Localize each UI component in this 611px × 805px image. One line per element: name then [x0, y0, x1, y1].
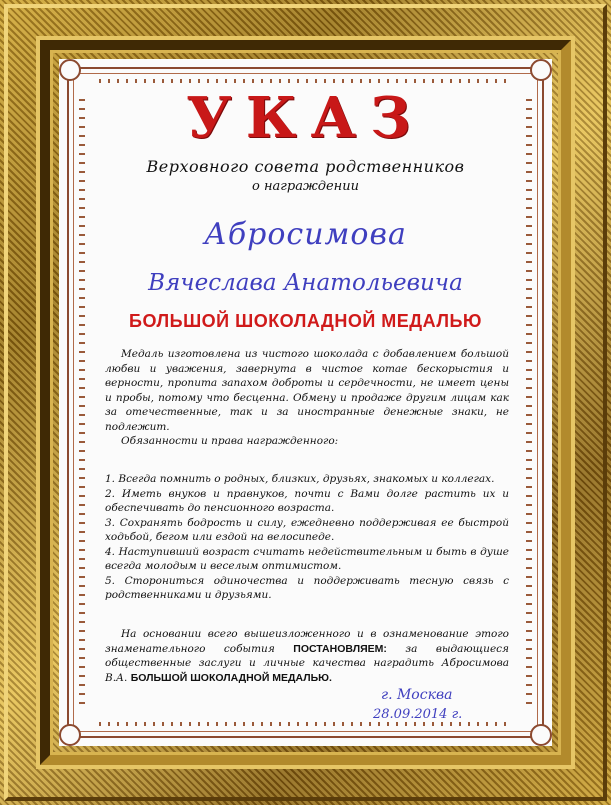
paragraph-medal-description: Медаль изготовлена из чистого шоколада с добавлением большой любви и уважения, завернута в чистое котае бескорыстия и верности, пропита запахом доброты и сердечности, не имеет цены и пробы, потому что бесценна. Обмену и продаже другим лицам как за отечественные, так и за иностранные денежные знаки, не подлежит.	[105, 348, 509, 433]
ornament-bottom	[99, 722, 512, 726]
corner-ornament-bottom-right	[530, 724, 552, 746]
corner-ornament-top-left	[59, 59, 81, 81]
decree-title: УКАЗ	[186, 85, 425, 151]
list-item: 1. Всегда помнить о родных, близких, друзьях, знакомых и коллегах.	[105, 473, 495, 485]
paragraph-duties-heading: Обязанности и права награжденного:	[121, 435, 339, 447]
resolution-text-start: На основании всего вышеизложенного и в ознаменование этого знаменательного события	[105, 628, 509, 655]
resolution-text-middle: за выдающиеся общественные заслуги и личные качества наградить Абросимова В.А.	[105, 642, 509, 684]
list-item: 2. Иметь внуков и правнуков, почти с Вами долге растить их и обеспечивать до пенсионного возраста.	[105, 487, 509, 514]
paragraph-resolution	[105, 627, 509, 685]
medal-name: БОЛЬШОЙ ШОКОЛАДНОЙ МЕДАЛЬЮ	[129, 311, 482, 331]
recipient-surname: Абросимова	[204, 217, 407, 252]
duties-list	[105, 472, 509, 603]
ornament-top	[99, 79, 512, 83]
list-item: 3. Сохранять бодрость и силу, ежедневно поддерживая ее быстрой ходьбой, бегом или ездой на велосипеде.	[105, 516, 509, 543]
resolution-decree-word: ПОСТАНОВЛЯЕМ:	[293, 642, 387, 655]
list-item: 4. Наступивший возраст считать недействительным и быть в душе всегда молодым и веселым оптимистом.	[105, 545, 509, 572]
signature-city: г. Москва	[381, 687, 453, 703]
resolution-medal-name: БОЛЬШОЙ ШОКОЛАДНОЙ МЕДАЛЬЮ.	[130, 671, 332, 684]
list-item: 5. Сторониться одиночества и поддерживать тесную связь с родственниками и друзьями.	[105, 574, 509, 601]
certificate-paper	[59, 59, 552, 746]
signature-date: 28.09.2014 г.	[373, 707, 463, 722]
decree-subtitle-award: о награждении	[252, 179, 359, 194]
corner-ornament-top-right	[530, 59, 552, 81]
decree-subtitle: Верховного совета родственников	[146, 157, 465, 176]
corner-ornament-bottom-left	[59, 724, 81, 746]
recipient-given-name: Вячеслава Анатольевича	[148, 270, 463, 296]
